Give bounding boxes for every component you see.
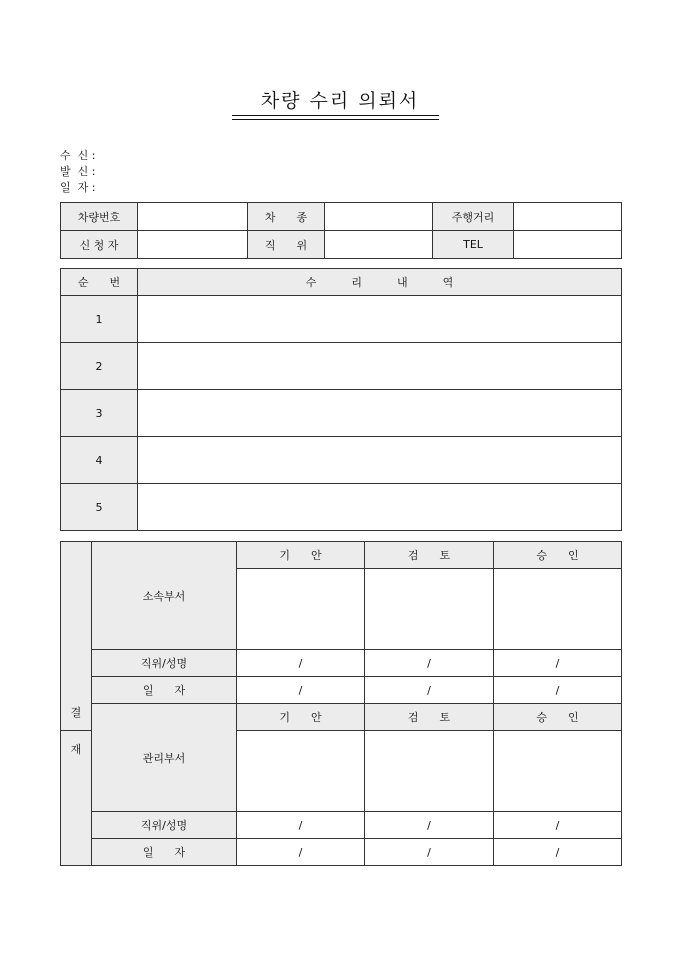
review-position-name[interactable]: / xyxy=(365,812,494,839)
approval-side-label-top: 결 xyxy=(61,542,92,731)
approve-signature-box[interactable] xyxy=(494,731,622,812)
table-row xyxy=(61,296,622,343)
car-model-label: 차 종 xyxy=(248,203,325,231)
table-header-row xyxy=(61,269,622,296)
manager-department-label: 관리부서 xyxy=(92,704,237,812)
approve-date[interactable]: / xyxy=(494,677,622,704)
details-header: 수 리 내 역 xyxy=(138,269,622,296)
draft-signature-box[interactable] xyxy=(237,569,365,650)
review-position-name[interactable]: / xyxy=(365,650,494,677)
review-header: 검 토 xyxy=(365,704,494,731)
table-row xyxy=(61,231,622,259)
position-label: 직 위 xyxy=(248,231,325,259)
draft-header: 기 안 xyxy=(237,704,365,731)
tel-cell[interactable] xyxy=(514,231,622,259)
plate-number-cell[interactable] xyxy=(138,203,248,231)
table-row xyxy=(61,812,622,839)
draft-signature-box[interactable] xyxy=(237,731,365,812)
position-cell[interactable] xyxy=(325,231,433,259)
approve-header: 승 인 xyxy=(494,542,622,569)
draft-date[interactable]: / xyxy=(237,839,365,866)
seq-header: 순 번 xyxy=(61,269,138,296)
table-row xyxy=(61,704,622,731)
repair-num: 2 xyxy=(61,343,138,390)
table-row xyxy=(61,343,622,390)
repair-num: 1 xyxy=(61,296,138,343)
repair-num: 5 xyxy=(61,484,138,531)
applicant-cell[interactable] xyxy=(138,231,248,259)
vehicle-info-table xyxy=(60,202,622,259)
recipient-field xyxy=(60,147,95,163)
table-row xyxy=(61,542,622,569)
table-row xyxy=(61,484,622,531)
repair-detail-cell[interactable] xyxy=(138,343,622,390)
review-signature-box[interactable] xyxy=(365,731,494,812)
mileage-cell[interactable] xyxy=(514,203,622,231)
table-row xyxy=(61,650,622,677)
owner-department-label: 소속부서 xyxy=(92,542,237,650)
sender-label: 발 신 : xyxy=(60,165,96,178)
approve-date[interactable]: / xyxy=(494,839,622,866)
repair-num: 4 xyxy=(61,437,138,484)
approve-header: 승 인 xyxy=(494,704,622,731)
review-date[interactable]: / xyxy=(365,677,494,704)
car-model-cell[interactable] xyxy=(325,203,433,231)
repair-detail-cell[interactable] xyxy=(138,296,622,343)
table-row xyxy=(61,437,622,484)
tel-label: TEL xyxy=(433,231,514,259)
approval-date-label: 일 자 xyxy=(92,839,237,866)
sender-field xyxy=(60,163,95,179)
draft-date[interactable]: / xyxy=(237,677,365,704)
table-row xyxy=(61,677,622,704)
applicant-label: 신 청 자 xyxy=(61,231,138,259)
approval-table xyxy=(60,541,622,866)
recipient-label: 수 신 : xyxy=(60,149,96,162)
review-date[interactable]: / xyxy=(365,839,494,866)
position-name-label: 직위/성명 xyxy=(92,812,237,839)
approve-signature-box[interactable] xyxy=(494,569,622,650)
draft-position-name[interactable]: / xyxy=(237,650,365,677)
draft-header: 기 안 xyxy=(237,542,365,569)
table-row xyxy=(61,203,622,231)
repair-details-table xyxy=(60,268,622,531)
title-double-underline xyxy=(232,115,439,120)
position-name-label: 직위/성명 xyxy=(92,650,237,677)
approval-side-label-bottom: 재 xyxy=(61,731,92,866)
repair-num: 3 xyxy=(61,390,138,437)
plate-number-label: 차량번호 xyxy=(61,203,138,231)
table-row xyxy=(61,390,622,437)
document-title: 차량 수리 의뢰서 xyxy=(260,90,420,112)
mileage-label: 주행거리 xyxy=(433,203,514,231)
table-row xyxy=(61,839,622,866)
repair-detail-cell[interactable] xyxy=(138,484,622,531)
date-field xyxy=(60,179,95,195)
repair-detail-cell[interactable] xyxy=(138,390,622,437)
repair-detail-cell[interactable] xyxy=(138,437,622,484)
approve-position-name[interactable]: / xyxy=(494,650,622,677)
date-label: 일 자 : xyxy=(60,181,96,194)
draft-position-name[interactable]: / xyxy=(237,812,365,839)
review-signature-box[interactable] xyxy=(365,569,494,650)
review-header: 검 토 xyxy=(365,542,494,569)
approval-date-label: 일 자 xyxy=(92,677,237,704)
approve-position-name[interactable]: / xyxy=(494,812,622,839)
